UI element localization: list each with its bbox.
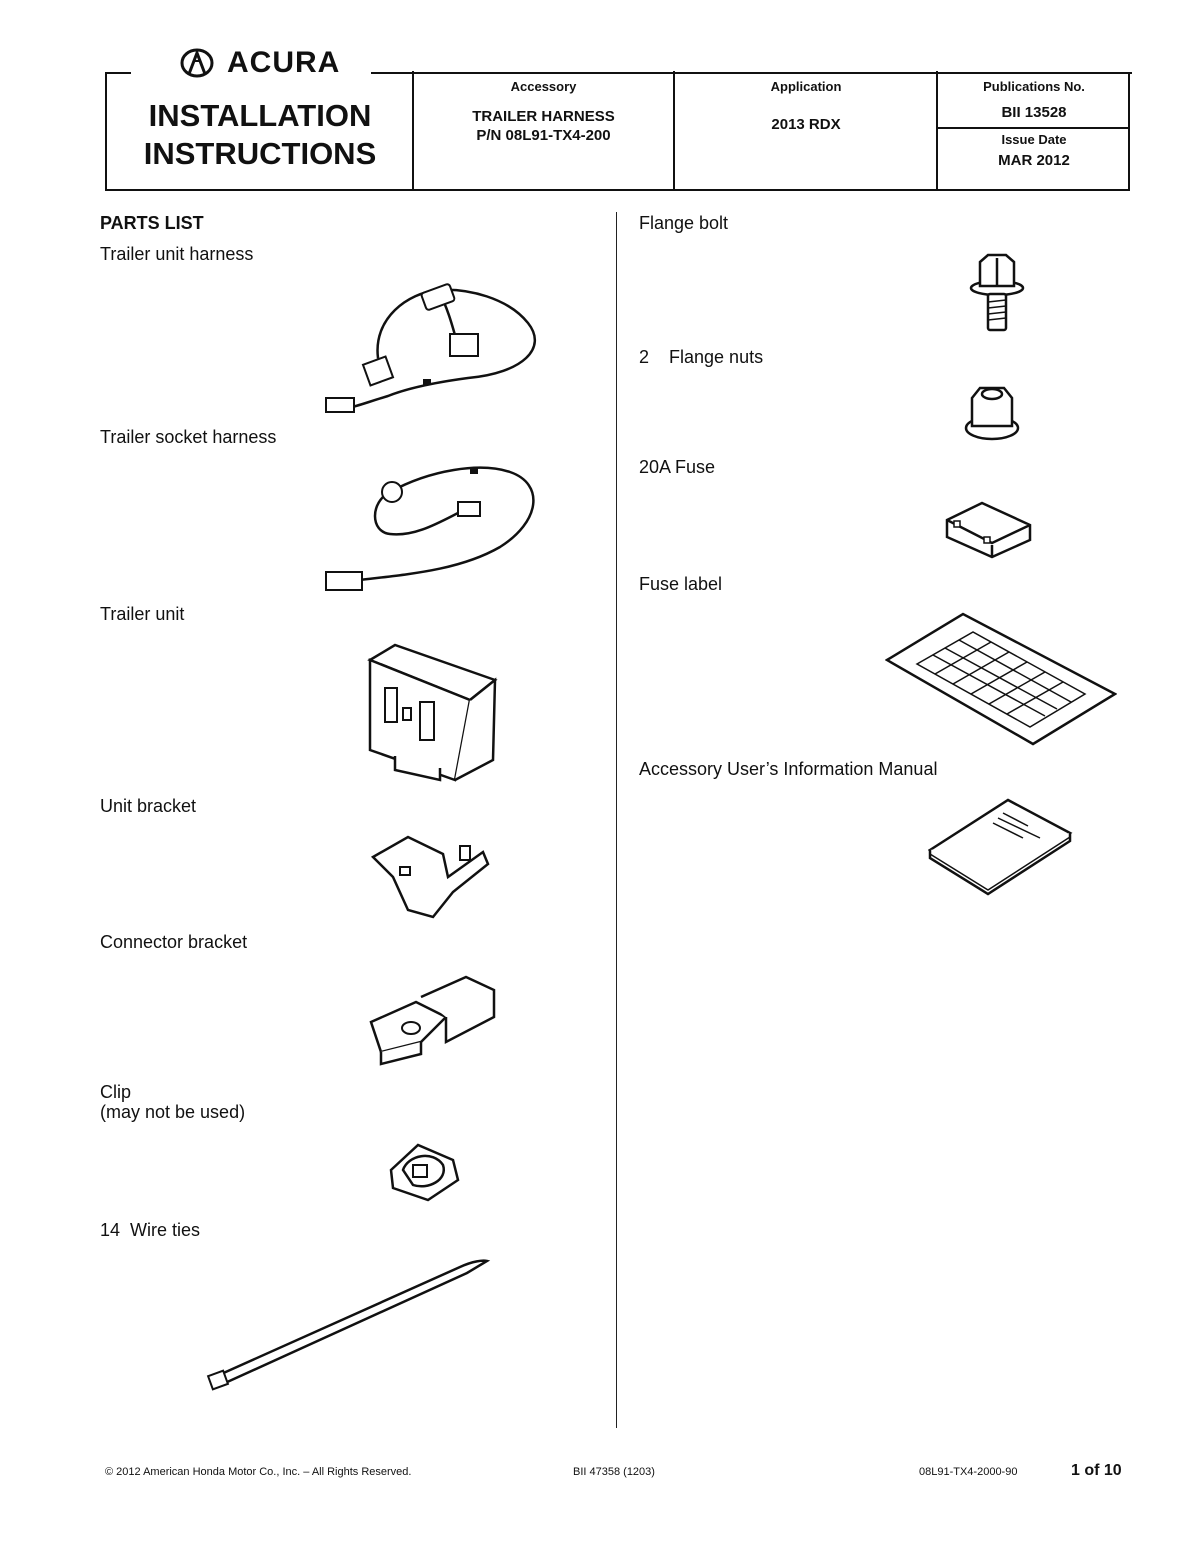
part-label-clip-note: (may not be used): [100, 1102, 246, 1122]
page-number: 1 of 10: [1071, 1462, 1122, 1479]
part-label-unit-bracket: Unit bracket: [100, 796, 197, 816]
part-label-connector-bracket: Connector bracket: [100, 932, 248, 952]
issue-date-value: MAR 2012: [998, 152, 1070, 169]
part-label-manual: Accessory User’s Information Manual: [639, 759, 938, 779]
part-label-flange-bolt: Flange bolt: [639, 213, 729, 233]
manual-icon: [928, 798, 1073, 898]
header-block: [105, 46, 1130, 191]
application-cell: [673, 71, 937, 191]
accessory-cell: [412, 71, 673, 191]
column-divider: [616, 212, 617, 1428]
flange-nut-icon: [962, 380, 1022, 445]
acura-caliper-icon: [180, 48, 214, 78]
trailer-socket-harness-icon: [320, 462, 550, 597]
footer-doc-number: 08L91-TX4-2000-90: [919, 1466, 1018, 1478]
part-label-fuse-label: Fuse label: [639, 574, 723, 594]
part-label-trailer-unit: Trailer unit: [100, 604, 185, 624]
wire-tie-icon: [205, 1255, 495, 1395]
part-label-flange-nuts: 2 Flange nuts: [639, 347, 764, 367]
part-label-clip: Clip: [100, 1082, 132, 1102]
connector-bracket-icon: [366, 972, 501, 1072]
page-title: INSTALLATION INSTRUCTIONS: [143, 98, 377, 171]
issue-date-label: Issue Date: [1001, 132, 1067, 147]
part-label-fuse: 20A Fuse: [639, 457, 716, 477]
application-value: 2013 RDX: [771, 116, 841, 133]
trailer-unit-harness-icon: [318, 278, 548, 418]
publication-cell: [936, 71, 1130, 191]
fuse-label-icon: [885, 612, 1117, 747]
footer-code: BII 47358 (1203): [573, 1466, 655, 1478]
trailer-unit-icon: [365, 640, 500, 785]
publications-label: Publications No.: [983, 79, 1085, 94]
fuse-icon: [942, 495, 1037, 565]
part-label-wire-ties: 14 Wire ties: [100, 1220, 201, 1240]
application-label: Application: [770, 79, 842, 94]
unit-bracket-icon: [368, 832, 493, 922]
part-label-trailer-unit-harness: Trailer unit harness: [100, 244, 254, 264]
accessory-name: TRAILER HARNESS: [472, 108, 615, 125]
parts-list-heading: PARTS LIST: [100, 213, 204, 233]
acura-logo: [107, 45, 413, 80]
brand-name: ACURA: [227, 46, 341, 80]
part-label-trailer-socket-harness: Trailer socket harness: [100, 427, 277, 447]
accessory-part-number: P/N 08L91-TX4-200: [476, 127, 611, 144]
publication-divider: [938, 127, 1130, 169]
accessory-label: Accessory: [510, 79, 577, 94]
footer-copyright: © 2012 American Honda Motor Co., Inc. – All Rights Reserved.: [105, 1466, 412, 1478]
flange-bolt-icon: [962, 250, 1032, 335]
publications-value: BII 13528: [1001, 104, 1067, 121]
clip-icon: [383, 1140, 463, 1205]
